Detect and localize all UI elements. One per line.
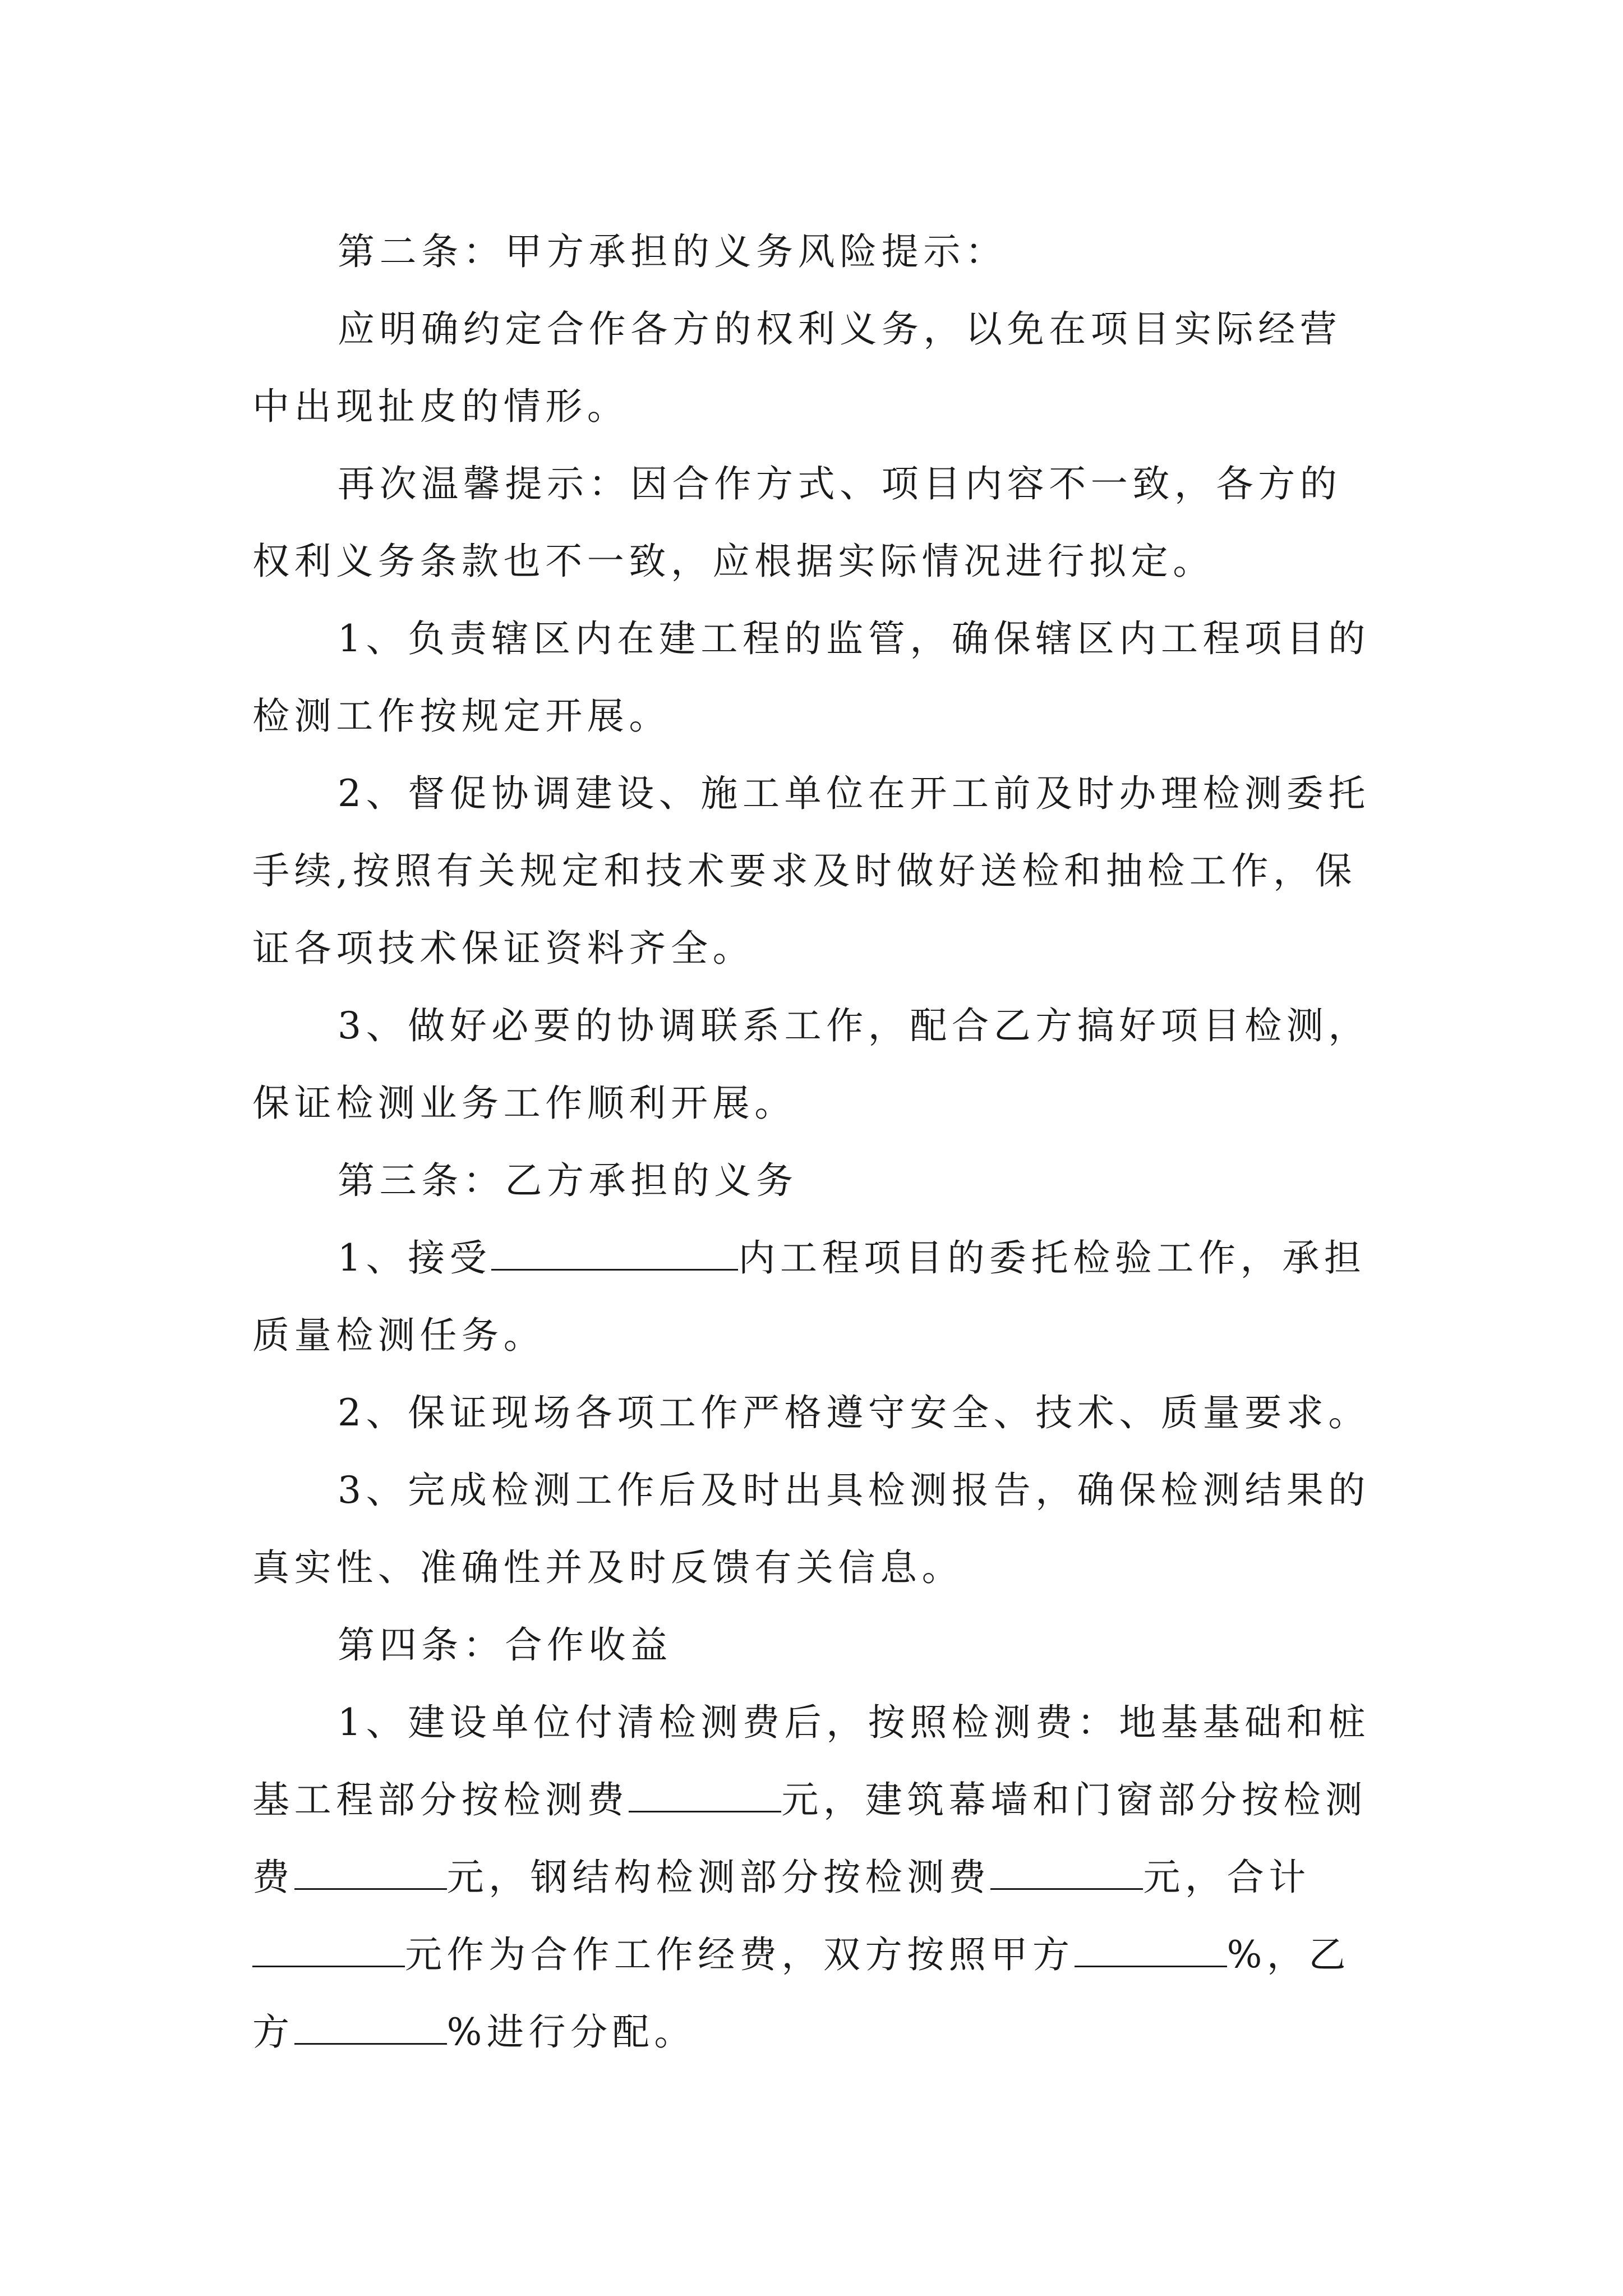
party-b-item-1 — [252, 1220, 1374, 1374]
article-3-heading: 第三条：乙方承担的义务 — [338, 1159, 798, 1202]
party-a-item-1: 1、负责辖区内在建工程的监管，确保辖区内工程项目的检测工作按规定开展。 — [252, 617, 1370, 738]
revenue-text-3: 元，钢结构检测部分按检测费 — [446, 1856, 991, 1899]
blank-field-steel-structure-fee[interactable] — [990, 1856, 1143, 1890]
party-b-item-1-tail: 内工程项目的委托检验工作，承担质量检测任务。 — [252, 1236, 1366, 1357]
revenue-text-4: 元，合计 — [1143, 1856, 1311, 1899]
blank-field-party-b-percent[interactable] — [294, 2010, 447, 2045]
revenue-text-6: %，乙方 — [252, 1933, 1351, 2054]
article-4-heading: 第四条：合作收益 — [338, 1623, 672, 1667]
article-2-heading: 第二条：甲方承担的义务风险提示： — [338, 230, 1007, 273]
document-page — [252, 213, 1374, 2071]
revenue-text-5: 元作为合作工作经费，双方按照甲方 — [405, 1933, 1075, 1976]
blank-field-scope[interactable] — [491, 1236, 738, 1271]
party-a-item-2: 2、督促协调建设、施工单位在开工前及时办理检测委托手续,按照有关规定和技术要求及时做好送检和抽检工作，保证各项技术保证资料齐全。 — [252, 772, 1370, 970]
blank-field-foundation-fee[interactable] — [629, 1778, 781, 1812]
party-a-item-3: 3、做好必要的协调联系工作，配合乙方搞好项目检测，保证检测业务工作顺利开展。 — [252, 1004, 1370, 1125]
blank-field-total-fee[interactable] — [252, 1933, 405, 1967]
party-b-item-1-lead: 1、接受 — [338, 1236, 492, 1280]
paragraph-warm-reminder: 再次温馨提示：因合作方式、项目内容不一致，各方的权利义务条款也不一致，应根据实际情况进行拟定。 — [252, 462, 1342, 583]
party-b-item-2: 2、保证现场各项工作严格遵守安全、技术、质量要求。 — [338, 1391, 1370, 1434]
revenue-text-7: %进行分配。 — [446, 2010, 696, 2054]
party-b-item-3: 3、完成检测工作后及时出具检测报告，确保检测结果的真实性、准确性并及时反馈有关信息。 — [252, 1469, 1370, 1589]
revenue-text-1: 1、建设单位付清检测费后，按照检测费：地基基础和桩基工程部分按检测费 — [252, 1701, 1370, 1821]
revenue-item-1 — [252, 1684, 1374, 2071]
blank-field-curtain-wall-fee[interactable] — [294, 1856, 447, 1890]
revenue-text-2: 元，建筑幕墙和门窗部分按检测费 — [252, 1778, 1367, 1899]
blank-field-party-a-percent[interactable] — [1075, 1933, 1227, 1967]
paragraph-rights-obligations: 应明确约定合作各方的权利义务，以免在项目实际经营中出现扯皮的情形。 — [252, 307, 1342, 428]
